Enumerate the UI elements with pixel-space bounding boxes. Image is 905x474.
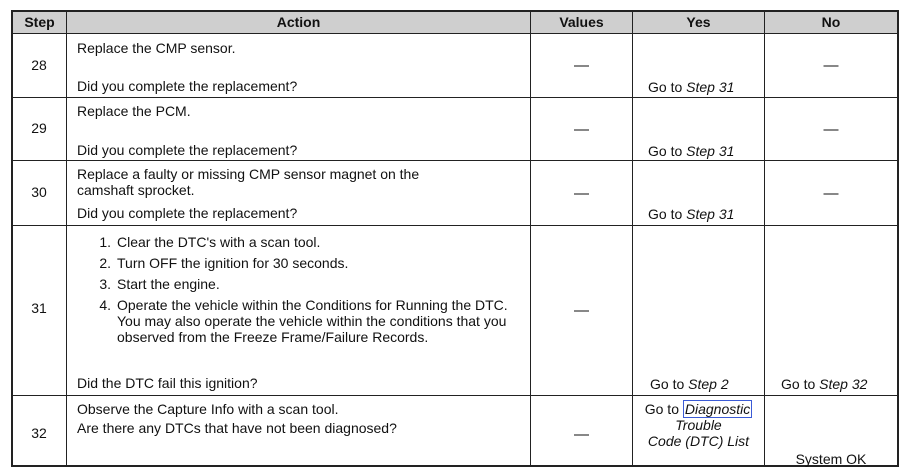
no-cell: — — [823, 185, 839, 202]
action-text: Replace the PCM. — [77, 103, 191, 119]
action-question: Did you complete the replacement? — [77, 205, 298, 221]
no-cell — [781, 376, 867, 392]
header-yes: Yes — [686, 14, 711, 30]
col-divider-4 — [764, 10, 765, 467]
yes-cell — [633, 401, 764, 449]
values-cell: — — [574, 121, 589, 138]
step-number: 28 — [31, 57, 47, 73]
list-item: 3. Start the engine. — [99, 276, 220, 292]
values-cell: — — [574, 302, 589, 319]
yes-line1 — [633, 401, 764, 417]
no-cell: — — [823, 57, 839, 74]
action-text: Replace a faulty or missing CMP sensor magnet on the — [77, 166, 420, 182]
action-text: Replace the CMP sensor. — [77, 40, 236, 56]
row-divider-31 — [11, 395, 899, 396]
header-step: Step — [24, 14, 55, 30]
yes-cell — [648, 143, 734, 159]
table-border-right — [897, 10, 899, 467]
diagnostic-trouble-code-list-link[interactable]: Diagnostic — [684, 401, 751, 417]
list-item: 1. Clear the DTC's with a scan tool. — [99, 234, 321, 250]
step-number: 32 — [31, 425, 47, 441]
values-cell: — — [574, 426, 589, 443]
action-text-line2: camshaft sprocket. — [77, 182, 195, 198]
row-divider-30 — [11, 225, 899, 226]
table-border-left — [11, 10, 13, 467]
yes-prefix: Go to — [650, 376, 689, 392]
no-prefix: Go to — [781, 376, 820, 392]
action-text: Observe the Capture Info with a scan tool. — [77, 401, 339, 417]
col-divider-3 — [632, 10, 633, 467]
yes-prefix: Go to — [648, 79, 687, 95]
step-number: 30 — [31, 184, 47, 200]
yes-step-ref: Step 31 — [686, 143, 735, 159]
no-cell: System OK — [795, 451, 867, 467]
row-divider-29 — [11, 160, 899, 161]
yes-line2: Trouble — [675, 417, 722, 433]
action-question: Did you complete the replacement? — [77, 78, 298, 94]
row-divider-28 — [11, 97, 899, 98]
values-cell: — — [574, 57, 589, 74]
action-question: Did you complete the replacement? — [77, 142, 298, 158]
header-no: No — [821, 14, 841, 30]
table-border-top — [11, 10, 899, 12]
row-divider-header — [11, 33, 899, 34]
no-step-ref: Step 32 — [819, 376, 868, 392]
list-item: 4. Operate the vehicle within the Conditions for Running the DTC. You may also operate the vehicle within the conditions that you observed from the Freeze Frame/Failure Records. — [99, 297, 508, 345]
step-number: 31 — [31, 300, 47, 316]
header-values: Values — [559, 14, 604, 30]
yes-cell — [648, 206, 734, 222]
step-number: 29 — [31, 120, 47, 136]
col-divider-2 — [530, 10, 531, 467]
header-action: Action — [276, 14, 321, 30]
yes-prefix: Go to — [648, 143, 687, 159]
no-cell: — — [823, 121, 839, 138]
yes-line3: Code (DTC) List — [647, 433, 750, 449]
numbered-list — [77, 234, 523, 350]
values-cell: — — [574, 185, 589, 202]
yes-prefix: Go to — [648, 206, 687, 222]
action-question: Did the DTC fail this ignition? — [77, 375, 258, 391]
yes-step-ref: Step 31 — [686, 206, 735, 222]
yes-step-ref: Step 31 — [686, 79, 735, 95]
col-divider-1 — [66, 10, 67, 467]
yes-cell — [648, 79, 734, 95]
yes-cell — [650, 376, 729, 392]
yes-step-ref: Step 2 — [688, 376, 729, 392]
list-item: 2. Turn OFF the ignition for 30 seconds. — [99, 255, 349, 271]
action-question: Are there any DTCs that have not been diagnosed? — [77, 420, 397, 436]
yes-prefix: Go to — [644, 401, 683, 417]
